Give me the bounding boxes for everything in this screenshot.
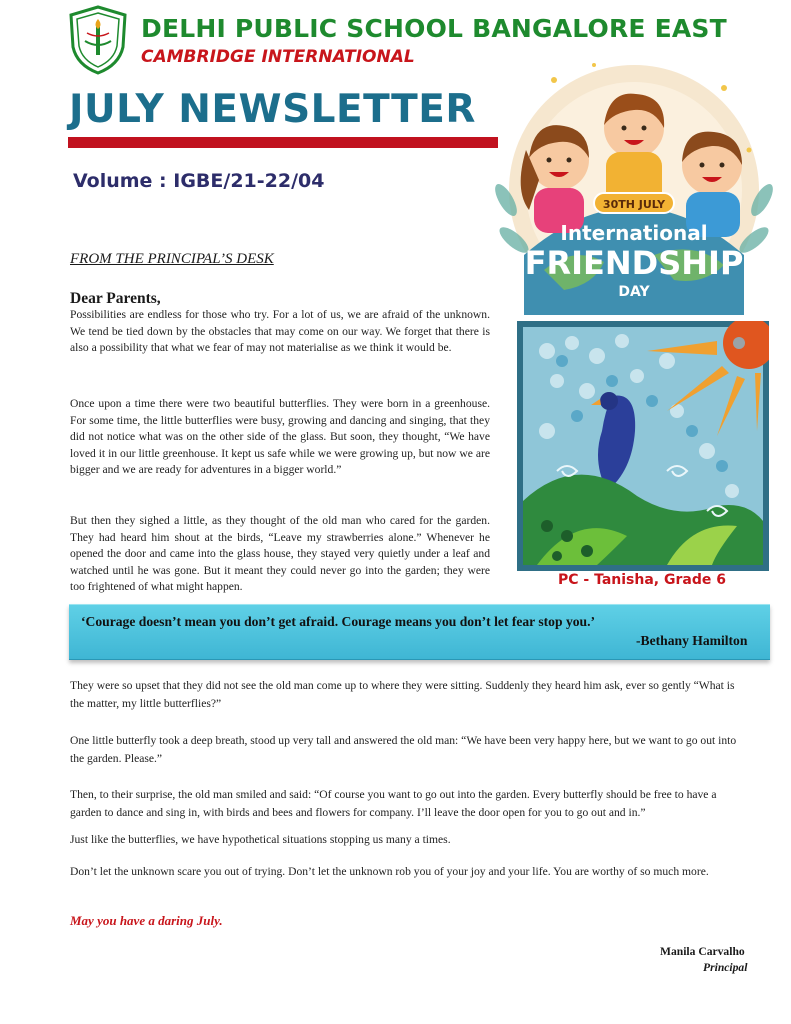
greeting: Dear Parents, [70,290,161,307]
principal-paragraph: Once upon a time there were two beautiful butterflies. They were born in a greenhouse. For some time, the little butterflies were busy, growing and dancing and singing, that they did not notice what was on the other side of the glass. But soon, they thought, “We have loved it in our little greenhouse. It kept us safe while we were growing up, but now we are bigger and we are ready for adventures in a bigger world.” [70,397,490,477]
quote-banner [69,604,770,660]
friendship-date: 30TH JULY [602,198,666,211]
principal-desk-heading: FROM THE PRINCIPAL’S DESK [70,251,274,267]
friendship-line3: DAY [618,284,650,300]
friendship-day-illustration [484,40,784,315]
student-artwork-image [517,321,769,571]
title-underline-bar [68,137,498,148]
closing-line: May you have a daring July. [70,913,223,928]
body-paragraph: Just like the butterflies, we have hypothetical situations stopping us many a times. [70,833,451,846]
principal-paragraph: Possibilities are endless for those who try. For a lot of us, we are afraid of the unknown. We tend be tied down by the obstacles that may come on our way. We forget that there is also a possibility that what we fear of may not materialise as we think it would be. [70,308,490,355]
volume-label: Volume : IGBE/21-22/04 [73,170,325,192]
school-subtitle: CAMBRIDGE INTERNATIONAL [141,47,415,67]
quote-text: ‘Courage doesn’t mean you don’t get afraid. Courage means you don’t let fear stop you.’ [81,614,596,629]
body-paragraph: Don’t let the unknown scare you out of trying. Don’t let the unknown rob you of your joy and your life. You are worthy of so much more. [70,865,709,878]
school-name: DELHI PUBLIC SCHOOL BANGALORE EAST [141,14,727,43]
signature-name: Manila Carvalho [660,945,745,958]
newsletter-title: JULY NEWSLETTER [69,87,476,132]
body-paragraph: Then, to their surprise, the old man smiled and said: “Of course you want to go out into the garden. Every butterfly should be free to have a garden to dance and sing in, with birds and bees and flowers for company. I’ll leave the door open for you to go out and in.” [70,788,717,819]
quote-author: -Bethany Hamilton [636,633,748,648]
principal-paragraph: But then they sighed a little, as they thought of the old man who cared for the garden. They had heard him shout at the birds, “Leave my strawberries alone.” Whenever he opened the door and came into the glass house, they stayed very quietly under a leaf and watched until he was gone. But it meant they could never go into the garden; they were too frightened of what might happen. [70,514,490,594]
signature-title: Principal [703,961,748,974]
body-paragraph: They were so upset that they did not see the old man come up to where they were sitting. Suddenly they heard him ask, ever so gently “What is the matter, my little butterflies?” [70,679,735,710]
artwork-caption: PC - Tanisha, Grade 6 [558,572,726,588]
friendship-line1: International [560,221,708,245]
body-paragraph: One little butterfly took a deep breath, stood up very tall and answered the old man: “We have been very happy here, but we want to go out into the garden. Please.” [70,734,737,765]
friendship-line2: FRIENDSHIP [524,244,744,282]
school-crest-icon [67,5,129,75]
